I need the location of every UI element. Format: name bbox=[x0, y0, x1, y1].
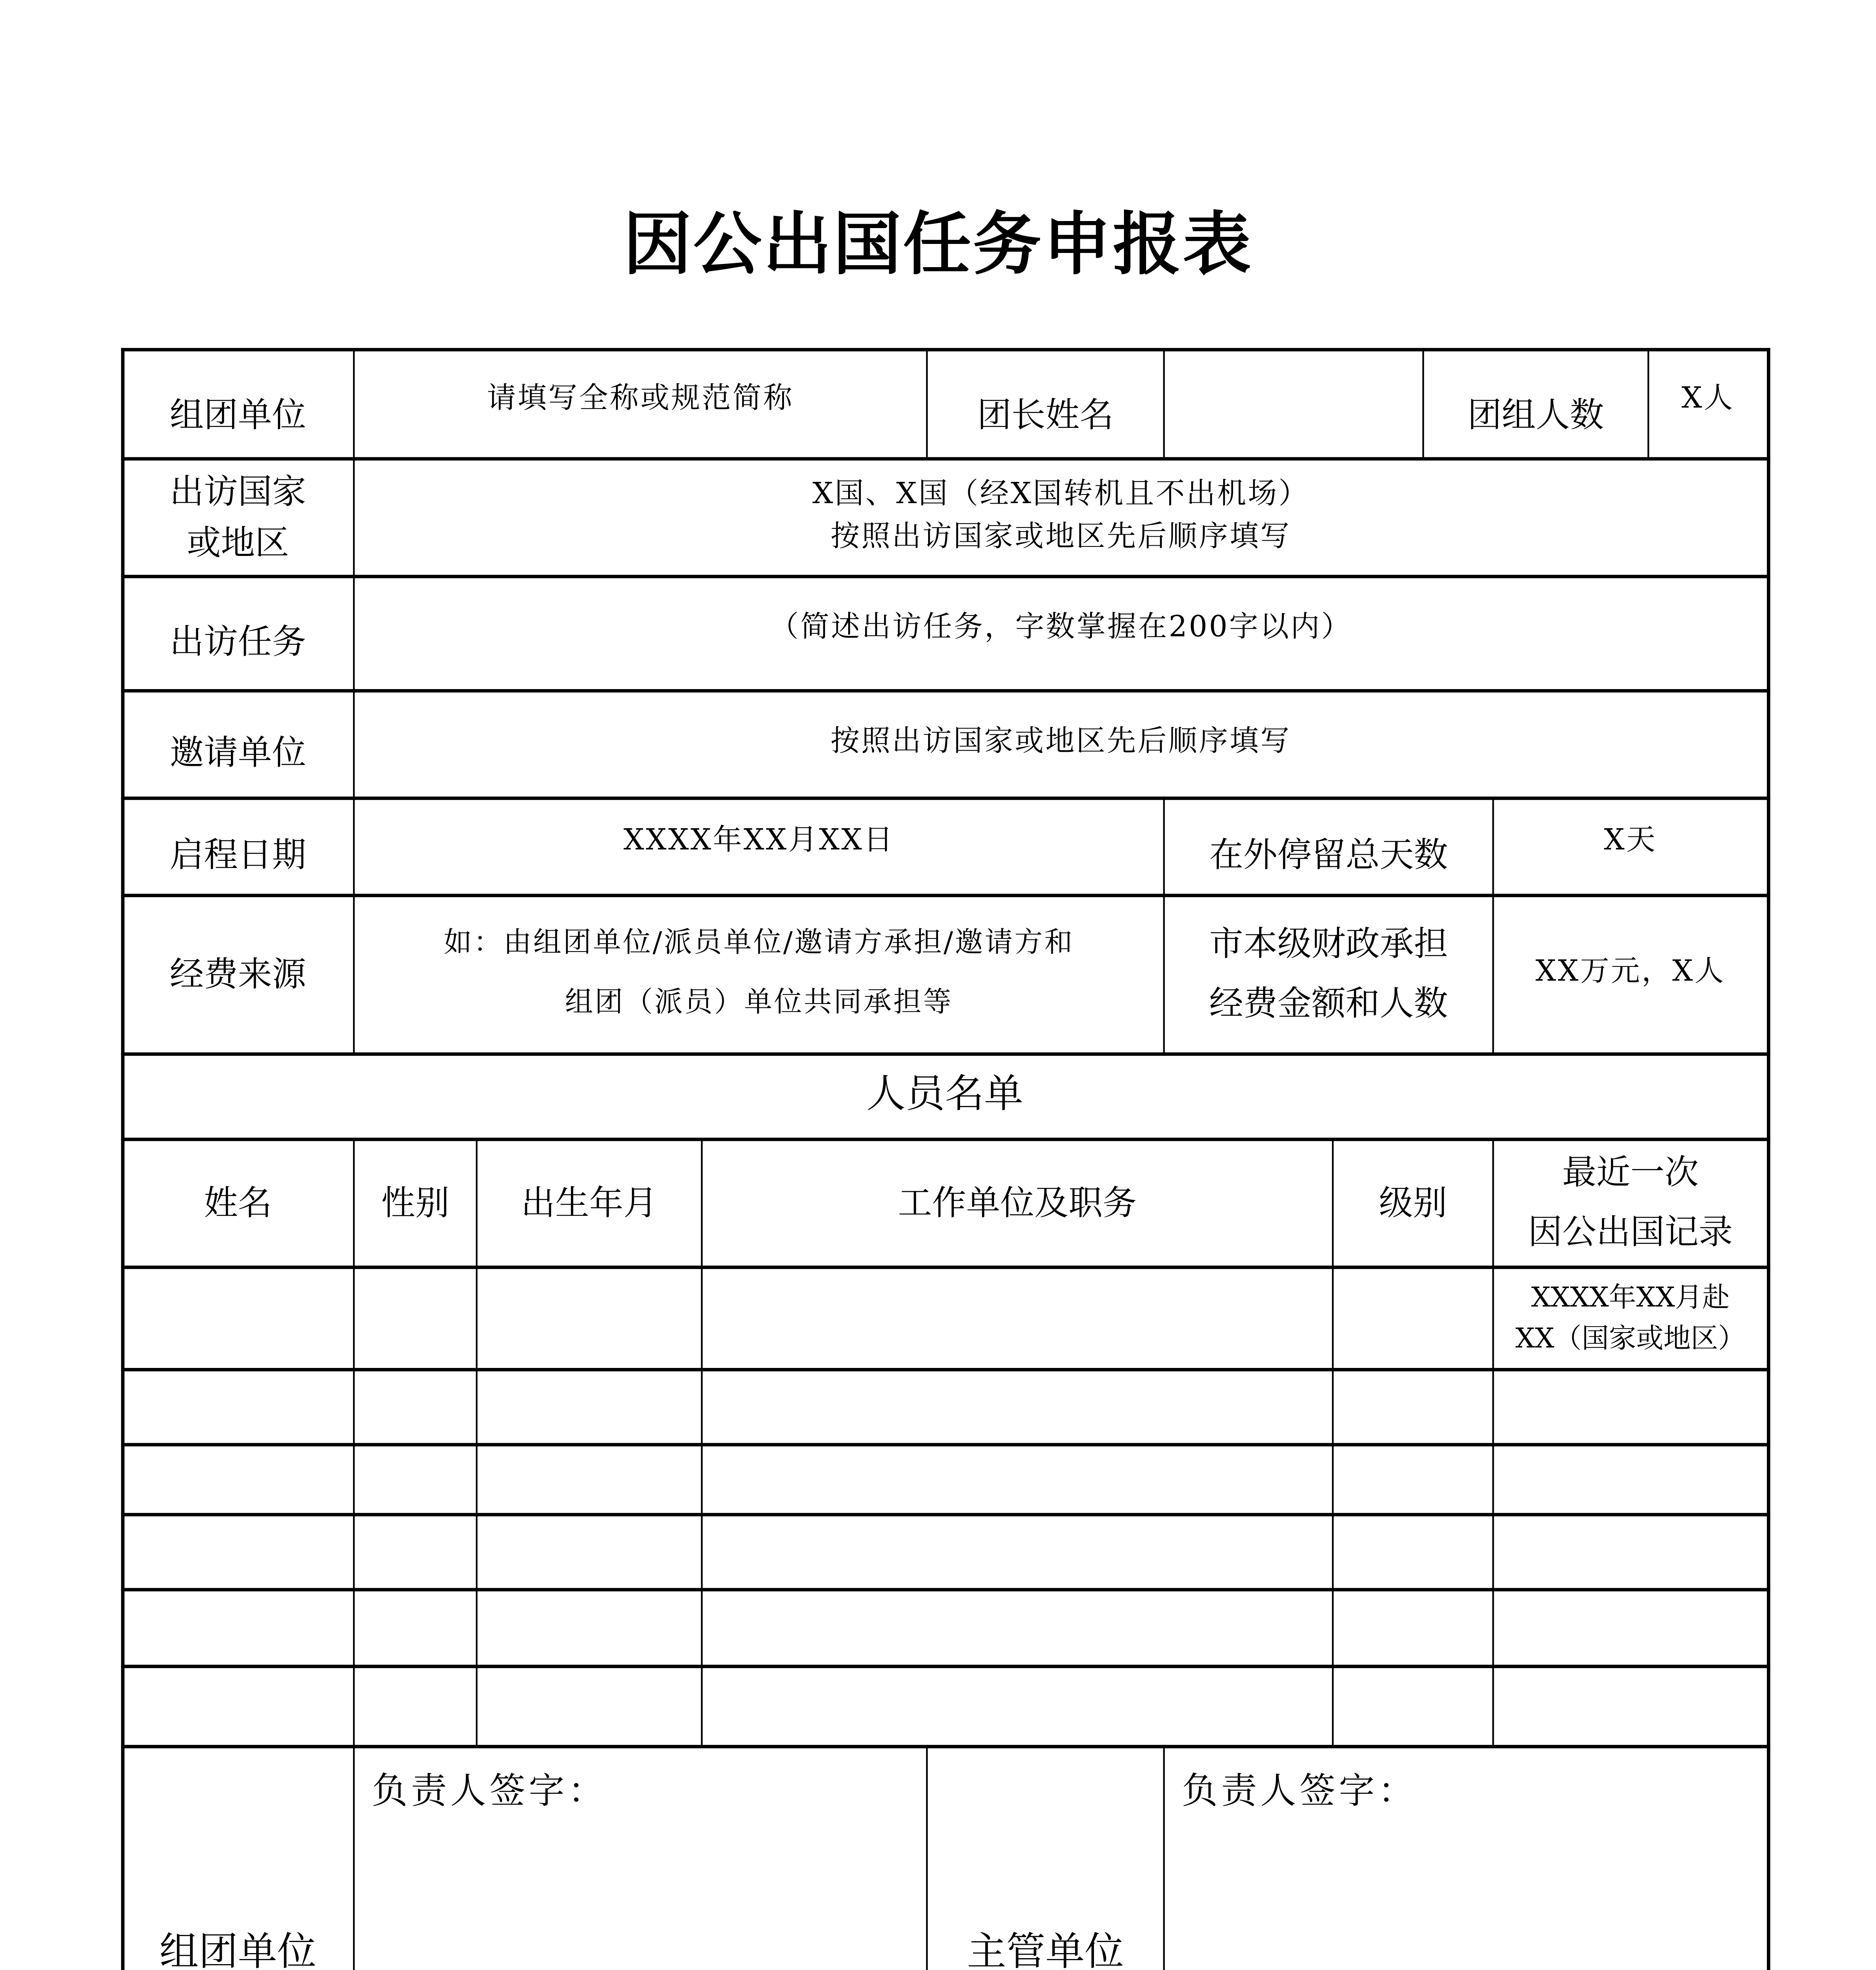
cell-gender[interactable] bbox=[355, 1515, 476, 1588]
destinations-label bbox=[123, 459, 353, 575]
cell-last-trip-line1: XXXX年XX月赴 bbox=[1531, 1280, 1730, 1313]
personnel-section-title: 人员名单 bbox=[866, 1073, 1023, 1118]
organizer-opinion-label bbox=[123, 1747, 353, 1970]
destinations-label-line1: 出访国家 bbox=[169, 470, 306, 512]
funding-value-line1: 如：由组团单位/派员单位/邀请方承担/邀请方和 bbox=[444, 927, 1074, 959]
cell-position[interactable] bbox=[703, 1515, 1332, 1588]
cell-name[interactable] bbox=[123, 1370, 353, 1443]
cell-last-trip[interactable] bbox=[1494, 1667, 1767, 1745]
funding-label: 经费来源 bbox=[169, 953, 306, 994]
cell-level[interactable] bbox=[1334, 1667, 1492, 1745]
supervisor-opinion-field[interactable] bbox=[1165, 1747, 1767, 1970]
city-fund-field[interactable]: XX万元，X人 bbox=[1535, 955, 1726, 990]
col-header-gender: 性别 bbox=[381, 1182, 449, 1223]
cell-level[interactable] bbox=[1334, 1267, 1492, 1368]
leader-field[interactable] bbox=[1165, 349, 1423, 457]
table-border-right bbox=[1767, 348, 1770, 1970]
departure-field[interactable]: XXXX年XX月XX日 bbox=[623, 824, 895, 858]
col-header-last-trip-line2: 因公出国记录 bbox=[1528, 1211, 1733, 1252]
form-title: 因公出国任务申报表 bbox=[623, 206, 1253, 285]
cell-name[interactable] bbox=[123, 1667, 353, 1745]
organizer-opinion-field[interactable] bbox=[355, 1747, 926, 1970]
cell-level[interactable] bbox=[1334, 1515, 1492, 1588]
mission-field[interactable]: （简述出访任务，字数掌握在200字以内） bbox=[769, 611, 1352, 645]
inviter-label: 邀请单位 bbox=[169, 732, 306, 773]
cell-position[interactable] bbox=[703, 1370, 1332, 1443]
cell-position[interactable] bbox=[703, 1667, 1332, 1745]
mission-label: 出访任务 bbox=[169, 621, 306, 662]
cell-name[interactable] bbox=[123, 1515, 353, 1588]
cell-last-trip-line2: XX（国家或地区） bbox=[1515, 1321, 1746, 1354]
col-header-level: 级别 bbox=[1379, 1182, 1447, 1223]
destinations-label-line2: 或地区 bbox=[187, 522, 289, 563]
cell-last-trip[interactable] bbox=[1494, 1370, 1767, 1443]
city-fund-label bbox=[1165, 896, 1492, 1052]
destinations-value-line2: 按照出访国家或地区先后顺序填写 bbox=[830, 520, 1291, 554]
cell-birth[interactable] bbox=[477, 1590, 701, 1665]
cell-gender[interactable] bbox=[355, 1445, 476, 1513]
funding-value-line2: 组团（派员）单位共同承担等 bbox=[565, 986, 953, 1018]
group-size-field[interactable]: X人 bbox=[1681, 382, 1735, 416]
col-header-last-trip bbox=[1494, 1139, 1767, 1266]
supervisor-signature-prompt: 负责人签字： bbox=[1182, 1770, 1417, 1812]
group-size-label: 团组人数 bbox=[1467, 393, 1604, 434]
cell-birth[interactable] bbox=[477, 1370, 701, 1443]
cell-name[interactable] bbox=[123, 1267, 353, 1368]
cell-name[interactable] bbox=[123, 1590, 353, 1665]
organizer-field[interactable]: 请填写全称或规范简称 bbox=[487, 382, 794, 416]
funding-field[interactable] bbox=[355, 896, 1163, 1052]
cell-level[interactable] bbox=[1334, 1445, 1492, 1513]
cell-birth[interactable] bbox=[477, 1515, 701, 1588]
col-header-last-trip-line1: 最近一次 bbox=[1562, 1151, 1699, 1193]
cell-position[interactable] bbox=[703, 1590, 1332, 1665]
stay-days-label: 在外停留总天数 bbox=[1209, 834, 1448, 875]
cell-gender[interactable] bbox=[355, 1267, 476, 1368]
cell-birth[interactable] bbox=[477, 1267, 701, 1368]
organizer-signature-prompt: 负责人签字： bbox=[371, 1770, 607, 1812]
col-header-birth: 出生年月 bbox=[521, 1182, 658, 1223]
cell-birth[interactable] bbox=[477, 1445, 701, 1513]
city-fund-label-line2: 经费金额和人数 bbox=[1209, 982, 1448, 1024]
stay-days-field[interactable]: X天 bbox=[1604, 824, 1657, 858]
supervisor-opinion-label-line1: 主管单位 bbox=[967, 1930, 1124, 1970]
destinations-field[interactable] bbox=[355, 459, 1766, 575]
organizer-opinion-label-line1: 组团单位 bbox=[159, 1930, 317, 1970]
cell-gender[interactable] bbox=[355, 1667, 476, 1745]
cell-position[interactable] bbox=[703, 1445, 1332, 1513]
organizer-label: 组团单位 bbox=[169, 393, 306, 434]
city-fund-label-line1: 市本级财政承担 bbox=[1209, 923, 1448, 964]
inviter-field[interactable]: 按照出访国家或地区先后顺序填写 bbox=[830, 725, 1291, 759]
cell-level[interactable] bbox=[1334, 1590, 1492, 1665]
col-header-name: 姓名 bbox=[204, 1182, 272, 1223]
cell-position[interactable] bbox=[703, 1267, 1332, 1368]
cell-gender[interactable] bbox=[355, 1590, 476, 1665]
cell-last-trip[interactable] bbox=[1494, 1515, 1767, 1588]
cell-birth[interactable] bbox=[477, 1667, 701, 1745]
leader-label: 团长姓名 bbox=[977, 393, 1114, 434]
cell-gender[interactable] bbox=[355, 1370, 476, 1443]
cell-last-trip[interactable] bbox=[1494, 1267, 1767, 1368]
departure-label: 启程日期 bbox=[169, 834, 306, 875]
destinations-value-line1: X国、X国（经X国转机且不出机场） bbox=[812, 478, 1309, 513]
col-header-position: 工作单位及职务 bbox=[898, 1182, 1137, 1223]
cell-level[interactable] bbox=[1334, 1370, 1492, 1443]
cell-last-trip[interactable] bbox=[1494, 1590, 1767, 1665]
cell-name[interactable] bbox=[123, 1445, 353, 1513]
cell-last-trip[interactable] bbox=[1494, 1445, 1767, 1513]
supervisor-opinion-label bbox=[928, 1747, 1163, 1970]
